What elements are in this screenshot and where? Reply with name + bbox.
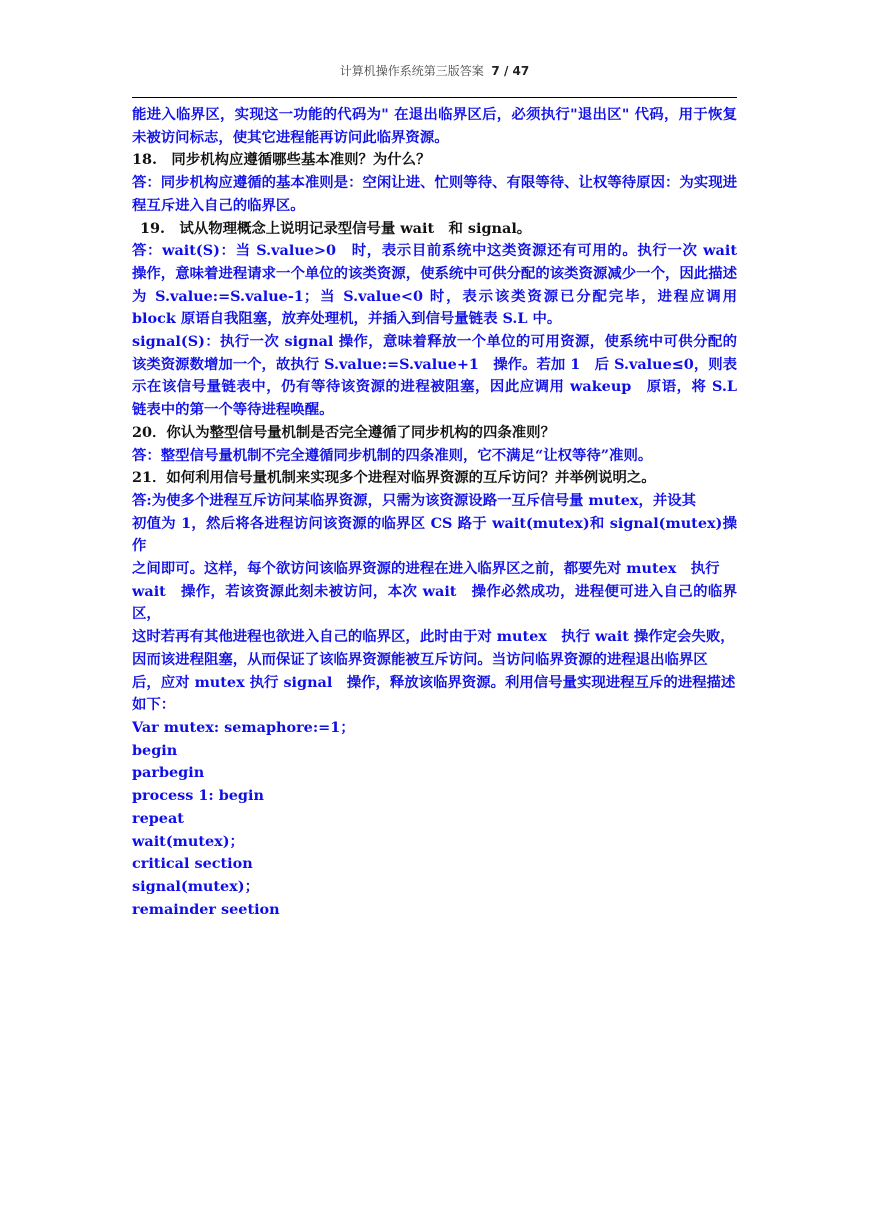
answer-paragraph: 答:为使多个进程互斥访问某临界资源，只需为该资源设路一互斥信号量 mutex，并设其 [132, 491, 697, 509]
answer-paragraph: critical section [132, 855, 253, 873]
answer-paragraph: repeat [132, 809, 184, 827]
answer-paragraph: wait 操作，若该资源此刻未被访问，本次 wait 操作必然成功，进程便可进入自己的临界区， [132, 582, 737, 623]
answer-paragraph: signal(mutex)； [132, 877, 259, 895]
answer-paragraph: 因而该进程阻塞，从而保证了该临界资源能被互斥访问。当访问临界资源的进程退出临界区 [132, 650, 708, 668]
answer-paragraph: 如下： [132, 696, 176, 714]
answer-paragraph: Var mutex: semaphore:=1； [132, 718, 355, 736]
header-rule [132, 97, 737, 98]
page-header [0, 62, 869, 79]
answer-paragraph: remainder seetion [132, 900, 280, 918]
answer-paragraph: wait(mutex)； [132, 832, 244, 850]
answer-paragraph: 初值为 1，然后将各进程访问该资源的临界区 CS 路于 wait(mutex)和 signal(mutex)操作 [132, 514, 737, 555]
answer-paragraph: begin [132, 741, 178, 759]
question-paragraph: 20．你认为整型信号量机制是否完全遵循了同步机构的四条准则？ [132, 423, 555, 441]
document-body [132, 104, 752, 921]
answer-paragraph: 答：wait(S)：当 S.value>0 时，表示目前系统中这类资源还有可用的。执行一次 wait 操作，意味着进程请求一个单位的该类资源，使系统中可供分配的该类资源减少一个，因此描述为 S.value:=S.value-1；当 S.value<0 时，表示该类资源已分配完毕，进程应调用 block 原语自我阻塞，放弃处理机，并插入到信号量链表 S.L 中。 [132, 242, 752, 328]
answer-paragraph: 后，应对 mutex 执行 signal 操作，释放该临界资源。利用信号量实现进程互斥的进程描述 [132, 673, 736, 691]
answer-paragraph: signal(S)：执行一次 signal 操作，意味着释放一个单位的可用资源，使系统中可供分配的该类资源数增加一个，故执行 S.value:=S.value+1 操作。若加 1 后 S.value≤0，则表示在该信号量链表中，仍有等待该资源的进程被阻塞，因此应调用 wakeup 原语，将 S.L 链表中的第一个等待进程唤醒。 [132, 333, 737, 419]
header-title: 计算机操作系统第三版答案 [339, 64, 484, 78]
answer-paragraph: 答：同步机构应遵循的基本准则是：空闲让进、忙则等待、有限等待、让权等待原因：为实现进程互斥进入自己的临界区。 [132, 174, 737, 214]
answer-paragraph: parbegin [132, 764, 205, 782]
answer-paragraph: 这时若再有其他进程也欲进入自己的临界区，此时由于对 mutex 执行 wait 操作定会失败， [132, 628, 735, 646]
question-paragraph: 19. 试从物理概念上说明记录型信号量 wait 和 signal。 [140, 219, 532, 237]
answer-paragraph: 之间即可。这样，每个欲访问该临界资源的进程在进入临界区之前，都要先对 mutex 执行 [132, 560, 720, 578]
question-paragraph: 18. 同步机构应遵循哪些基本准则？为什么？ [132, 151, 431, 169]
page-number: 7 / 47 [491, 64, 530, 78]
question-paragraph: 21．如何利用信号量机制来实现多个进程对临界资源的互斥访问？并举例说明之。 [132, 469, 656, 487]
answer-paragraph: 答：整型信号量机制不完全遵循同步机制的四条准则，它不满足“让权等待”准则。 [132, 446, 653, 464]
answer-paragraph: 能进入临界区，实现这一功能的代码为" 在退出临界区后，必须执行"退出区" 代码，用于恢复未被访问标志，使其它进程能再访问此临界资源。 [132, 106, 737, 146]
answer-paragraph: process 1: begin [132, 787, 264, 805]
